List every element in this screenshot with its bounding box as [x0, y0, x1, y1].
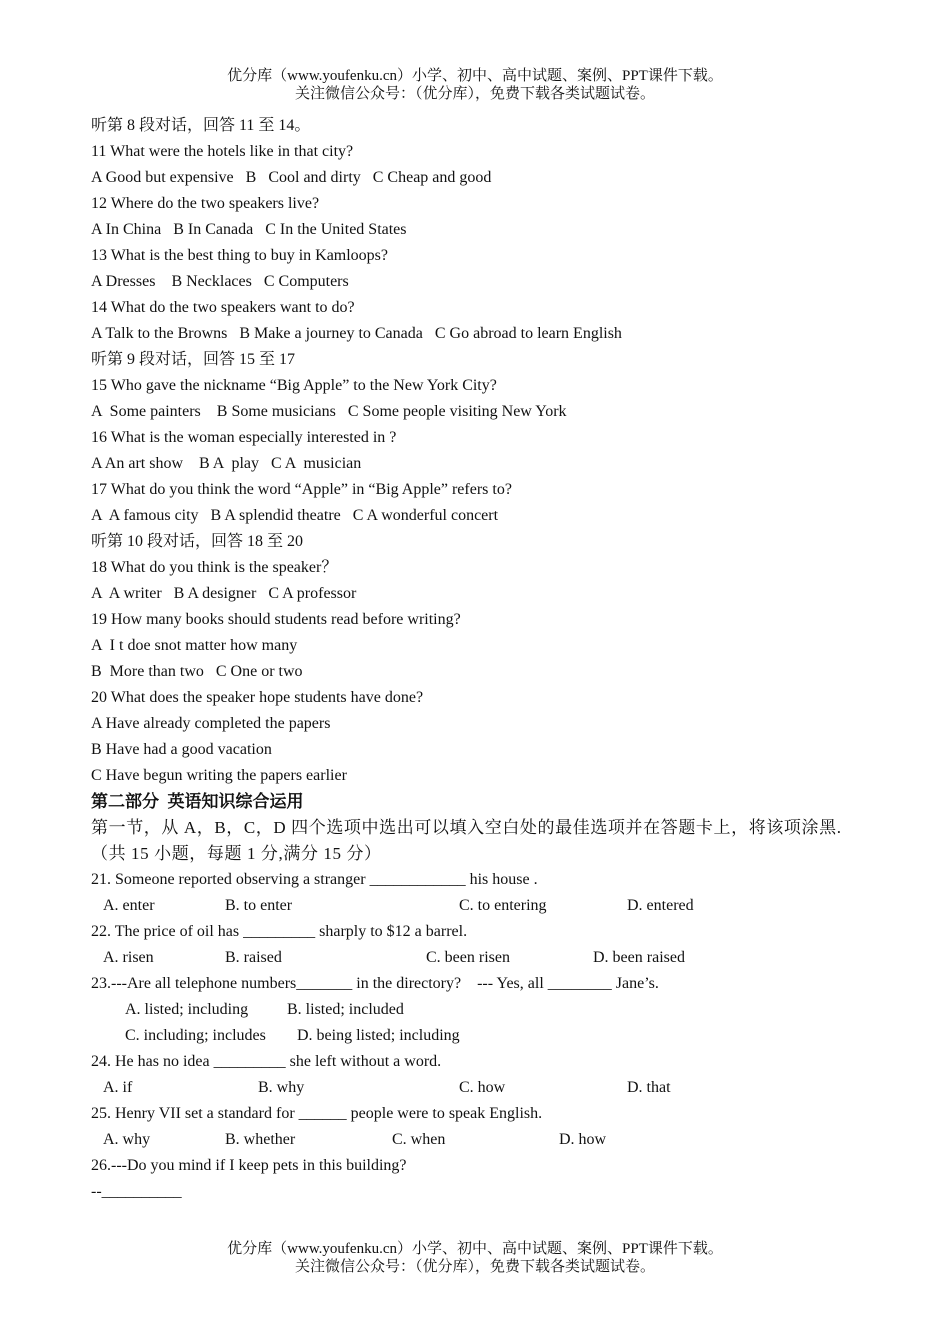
question-25: 25. Henry VII set a standard for ______ people were to speak English. — [91, 1105, 543, 1122]
question-16: 16 What is the woman especially interested in ? — [91, 429, 397, 446]
question-15: 15 Who gave the nickname “Big Apple” to the New York City? — [91, 377, 497, 394]
question-23: 23.---Are all telephone numbers_______ in the directory? --- Yes, all ________ Jane’s. — [91, 975, 659, 992]
option-a: A. listed; including — [125, 1001, 249, 1018]
option-d: D. that — [627, 1079, 671, 1096]
question-21-options — [91, 893, 871, 919]
question-20-option-c: C Have begun writing the papers earlier — [91, 767, 347, 784]
option-c: C. when — [392, 1131, 446, 1148]
option-d: D. been raised — [593, 949, 685, 966]
part-2-directions: 第一节，从 A，B，C，D 四个选项中选出可以填入空白处的最佳选项并在答题卡上，将该项涂黑. — [91, 818, 842, 837]
page-footer — [0, 1240, 950, 1276]
question-24-options — [91, 1075, 871, 1101]
question-19-option-a: A I t doe snot matter how many — [91, 637, 298, 654]
section-10-heading: 听第 10 段对话，回答 18 至 20 — [91, 533, 304, 550]
question-16-options: A An art show B A play C A musician — [91, 455, 362, 472]
header-line-2: 关注微信公众号：（优分库），免费下载各类试题试卷。 — [294, 86, 655, 102]
footer-line-2: 关注微信公众号：（优分库），免费下载各类试题试卷。 — [294, 1259, 655, 1275]
footer-line-1: 优分库（www.youfenku.cn）小学、初中、高中试题、案例、PPT课件下载。 — [227, 1241, 723, 1257]
option-c: C. been risen — [426, 949, 510, 966]
question-26: 26.---Do you mind if I keep pets in this building? — [91, 1157, 407, 1174]
option-a: A. risen — [103, 949, 154, 966]
part-2-title: 第二部分 英语知识综合运用 — [91, 792, 304, 811]
question-17: 17 What do you think the word “Apple” in “Big Apple” refers to? — [91, 481, 512, 498]
question-25-options — [91, 1127, 871, 1153]
part-2-scoring: （共 15 小题，每题 1 分,满分 15 分） — [91, 844, 382, 863]
header-line-1: 优分库（www.youfenku.cn）小学、初中、高中试题、案例、PPT课件下载。 — [227, 68, 723, 84]
question-15-options: A Some painters B Some musicians C Some people visiting New York — [91, 403, 567, 420]
question-23-options-row-2 — [91, 1023, 871, 1049]
section-8-heading: 听第 8 段对话，回答 11 至 14。 — [91, 117, 311, 134]
question-20-option-b: B Have had a good vacation — [91, 741, 272, 758]
question-14-options: A Talk to the Browns B Make a journey to Canada C Go abroad to learn English — [91, 325, 622, 342]
question-21: 21. Someone reported observing a stranger ____________ his house . — [91, 871, 538, 888]
question-24: 24. He has no idea _________ she left without a word. — [91, 1053, 442, 1070]
option-d: D. how — [559, 1131, 607, 1148]
option-b: B. to enter — [225, 897, 293, 914]
option-d: D. being listed; including — [297, 1027, 460, 1044]
question-14: 14 What do the two speakers want to do? — [91, 299, 355, 316]
option-a: A. enter — [103, 897, 155, 914]
option-c: C. how — [459, 1079, 506, 1096]
question-11-options: A Good but expensive B Cool and dirty C Cheap and good — [91, 169, 492, 186]
question-12: 12 Where do the two speakers live? — [91, 195, 320, 212]
question-22-options — [91, 945, 871, 971]
option-a: A. why — [103, 1131, 151, 1148]
exam-content — [91, 113, 871, 1205]
option-b: B. listed; included — [287, 1001, 404, 1018]
question-23-options-row-1 — [91, 997, 871, 1023]
option-c: C. to entering — [459, 897, 547, 914]
section-9-heading: 听第 9 段对话，回答 15 至 17 — [91, 351, 296, 368]
option-c: C. including; includes — [125, 1027, 266, 1044]
question-19-options-bc: B More than two C One or two — [91, 663, 303, 680]
question-12-options: A In China B In Canada C In the United States — [91, 221, 407, 238]
question-13: 13 What is the best thing to buy in Kamloops? — [91, 247, 389, 264]
question-18-options: A A writer B A designer C A professor — [91, 585, 357, 602]
question-19: 19 How many books should students read before writing? — [91, 611, 461, 628]
page-header — [0, 67, 950, 103]
option-a: A. if — [103, 1079, 133, 1096]
option-d: D. entered — [627, 897, 694, 914]
question-20-option-a: A Have already completed the papers — [91, 715, 331, 732]
option-b: B. raised — [225, 949, 282, 966]
question-17-options: A A famous city B A splendid theatre C A wonderful concert — [91, 507, 499, 524]
question-18: 18 What do you think is the speaker？ — [91, 559, 338, 576]
question-26-reply-blank: --__________ — [91, 1183, 182, 1200]
option-b: B. why — [258, 1079, 305, 1096]
option-b: B. whether — [225, 1131, 296, 1148]
question-11: 11 What were the hotels like in that city? — [91, 143, 354, 160]
question-13-options: A Dresses B Necklaces C Computers — [91, 273, 349, 290]
question-22: 22. The price of oil has _________ sharply to $12 a barrel. — [91, 923, 468, 940]
question-20: 20 What does the speaker hope students have done? — [91, 689, 424, 706]
